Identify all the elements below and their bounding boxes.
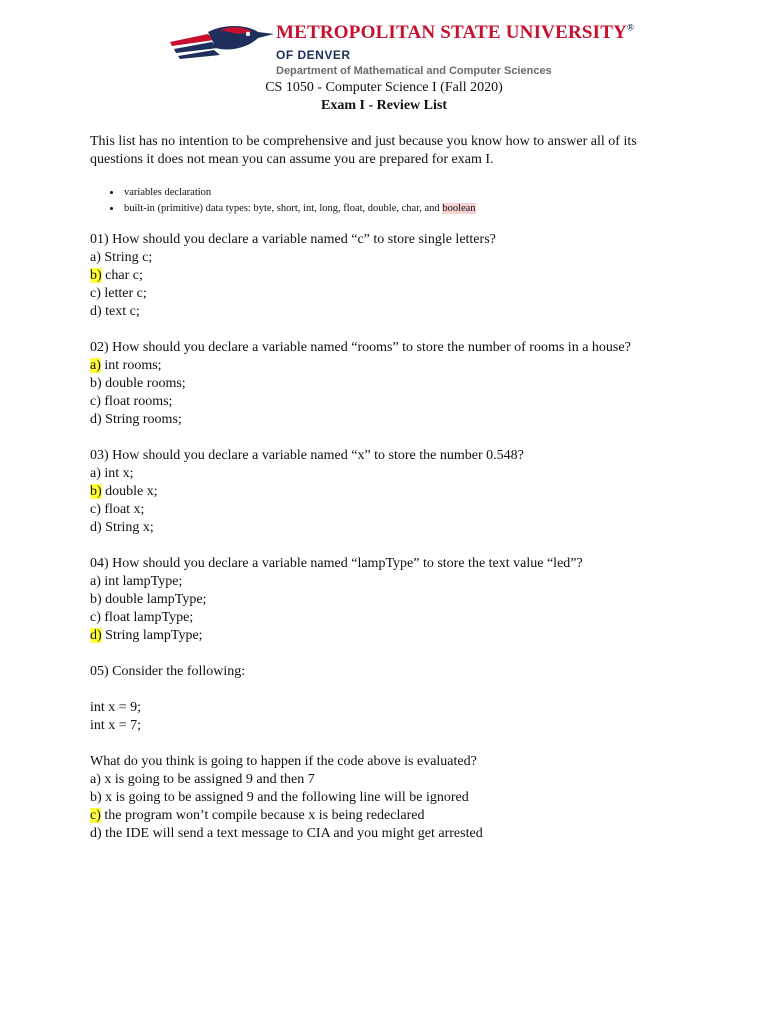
question-4	[90, 555, 690, 645]
option-text: x is going to be assigned 9 and the following line will be ignored	[105, 790, 469, 805]
question-prompt: 01) How should you declare a variable named “c” to store single letters?	[90, 232, 496, 247]
answer-option	[90, 771, 690, 789]
course-title: CS 1050 - Computer Science I (Fall 2020)	[265, 80, 503, 95]
option-text: String lampType;	[105, 628, 203, 643]
option-text: String rooms;	[105, 412, 182, 427]
answer-option	[90, 789, 690, 807]
question-prompt: 02) How should you declare a variable named “rooms” to store the number of rooms in a house?	[90, 340, 631, 355]
code-line: int x = 9;	[90, 700, 142, 715]
option-letter: b)	[90, 592, 102, 607]
answer-option	[90, 249, 690, 267]
correct-answer-highlight: a)	[90, 358, 101, 373]
campus-name: OF DENVER	[276, 48, 351, 62]
option-letter: b)	[90, 376, 102, 391]
correct-answer-highlight: d)	[90, 628, 102, 643]
highlighted-term: boolean	[442, 203, 476, 214]
question-2	[90, 339, 690, 429]
answer-option	[90, 609, 690, 627]
option-letter: d)	[90, 826, 102, 841]
topics-list	[90, 185, 690, 217]
question-text: What do you think is going to happen if the code above is evaluated?	[90, 754, 477, 769]
intro-paragraph: This list has no intention to be comprehensive and just because you know how to answer all of its questions it does not mean you can assume you are prepared for exam I.	[90, 134, 637, 167]
option-letter: b)	[90, 790, 102, 805]
option-text: float lampType;	[104, 610, 194, 625]
department-name: Department of Mathematical and Computer Sciences	[276, 65, 552, 77]
code-snippet	[90, 699, 690, 735]
correct-answer-highlight: c)	[90, 808, 101, 823]
question-5	[90, 663, 690, 843]
option-text: text c;	[105, 304, 140, 319]
option-letter: c)	[90, 286, 101, 301]
question-3	[90, 447, 690, 537]
option-text: float x;	[104, 502, 145, 517]
option-text: float rooms;	[104, 394, 173, 409]
topic-item: • variables declaration	[122, 185, 690, 201]
answer-option	[90, 411, 690, 429]
option-letter: c)	[90, 394, 101, 409]
answer-option	[90, 519, 690, 537]
option-text: the program won’t compile because x is being redeclared	[104, 808, 425, 823]
answer-option	[90, 825, 690, 843]
option-text: x is going to be assigned 9 and then 7	[104, 772, 315, 787]
answer-options	[90, 771, 690, 843]
document-body	[90, 133, 690, 861]
answer-option	[90, 285, 690, 303]
answer-option	[90, 501, 690, 519]
page-title: Exam I - Review List	[321, 98, 447, 113]
roadrunner-logo	[168, 22, 276, 66]
topic-item: • built-in (primitive) data types: byte, short, int, long, float, double, char, and boolean	[122, 201, 690, 217]
university-name: METROPOLITAN STATE UNIVERSITY®	[276, 22, 634, 43]
option-text: String x;	[105, 520, 154, 535]
option-letter: d)	[90, 520, 102, 535]
option-text: double rooms;	[105, 376, 186, 391]
answer-option	[90, 483, 690, 501]
answer-option	[90, 807, 690, 825]
option-letter: d)	[90, 304, 102, 319]
option-text: letter c;	[104, 286, 147, 301]
option-letter: a)	[90, 574, 101, 589]
option-text: int lampType;	[104, 574, 183, 589]
option-letter: a)	[90, 772, 101, 787]
answer-option	[90, 465, 690, 483]
option-text: char c;	[105, 268, 143, 283]
page-header	[0, 0, 768, 84]
trademark-mark: ®	[627, 22, 634, 33]
question-prompt: 03) How should you declare a variable named “x” to store the number 0.548?	[90, 448, 524, 463]
option-letter: a)	[90, 250, 101, 265]
correct-answer-highlight: b)	[90, 268, 102, 283]
question-prompt: 04) How should you declare a variable named “lampType” to store the text value “led”?	[90, 556, 583, 571]
option-letter: c)	[90, 502, 101, 517]
option-text: double lampType;	[105, 592, 207, 607]
option-text: int rooms;	[104, 358, 162, 373]
question-1	[90, 231, 690, 321]
option-text: String c;	[104, 250, 153, 265]
answer-option	[90, 357, 690, 375]
option-letter: d)	[90, 412, 102, 427]
option-text: int x;	[104, 466, 134, 481]
answer-option	[90, 591, 690, 609]
questions-list	[90, 231, 690, 645]
option-letter: a)	[90, 466, 101, 481]
option-text: double x;	[105, 484, 158, 499]
option-text: the IDE will send a text message to CIA and you might get arrested	[105, 826, 483, 841]
answer-option	[90, 627, 690, 645]
answer-option	[90, 375, 690, 393]
option-letter: c)	[90, 610, 101, 625]
answer-option	[90, 267, 690, 285]
answer-option	[90, 573, 690, 591]
question-prompt: 05) Consider the following:	[90, 664, 246, 679]
answer-option	[90, 303, 690, 321]
answer-option	[90, 393, 690, 411]
correct-answer-highlight: b)	[90, 484, 102, 499]
code-line: int x = 7;	[90, 718, 142, 733]
